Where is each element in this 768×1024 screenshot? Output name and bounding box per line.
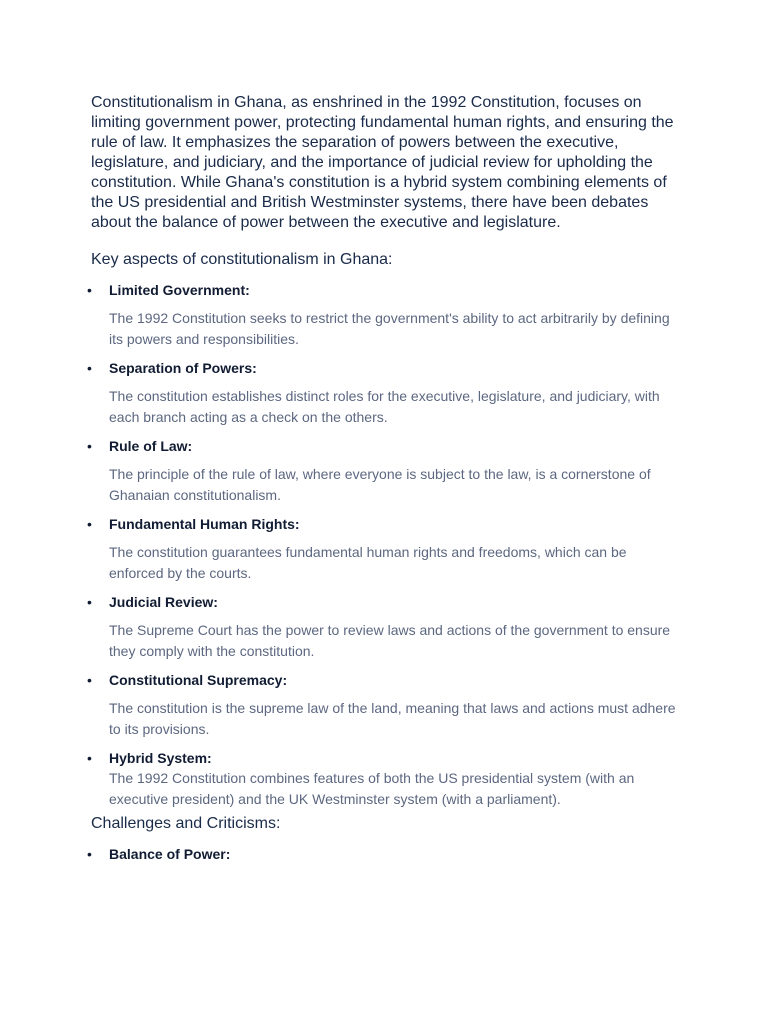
list-item-fundamental-human-rights [87, 515, 681, 584]
bullet-icon: • [87, 438, 92, 454]
item-term: Constitutional Supremacy: [109, 672, 288, 688]
bullet-icon: • [87, 360, 92, 376]
list-item-limited-government [87, 281, 681, 350]
item-term: Judicial Review: [109, 594, 218, 610]
list-item-separation-of-powers [87, 359, 681, 428]
item-term: Separation of Powers: [109, 360, 257, 376]
item-description: The 1992 Constitution seeks to restrict the government's ability to act arbitrarily by defining its powers and responsibilities. [109, 310, 670, 347]
key-aspects-list [87, 281, 681, 810]
item-term: Limited Government: [109, 282, 250, 298]
challenges-heading: Challenges and Criticisms: [91, 815, 281, 832]
bullet-icon: • [87, 672, 92, 688]
item-term: Rule of Law: [109, 438, 193, 454]
item-term: Hybrid System: [109, 750, 212, 766]
item-description: The 1992 Constitution combines features of both the US presidential system (with an executive president) and the UK Westminster system (with a parliament). [109, 770, 635, 807]
document-page [87, 93, 681, 863]
bullet-icon: • [87, 846, 92, 862]
bullet-icon: • [87, 750, 92, 766]
item-description: The constitution guarantees fundamental human rights and freedoms, which can be enforced by the courts. [109, 544, 627, 581]
list-item-balance-of-power [87, 845, 681, 863]
item-description: The Supreme Court has the power to review laws and actions of the government to ensure they comply with the constitution. [109, 622, 671, 659]
item-term: Fundamental Human Rights: [109, 516, 300, 532]
item-description: The constitution is the supreme law of the land, meaning that laws and actions must adhere to its provisions. [109, 700, 676, 737]
key-aspects-heading: Key aspects of constitutionalism in Ghana: [91, 251, 393, 268]
item-term: Balance of Power: [109, 846, 231, 862]
challenges-list [87, 845, 681, 863]
item-description: The constitution establishes distinct roles for the executive, legislature, and judiciary, with each branch acting as a check on the others. [109, 388, 660, 425]
list-item-judicial-review [87, 593, 681, 662]
bullet-icon: • [87, 516, 92, 532]
intro-paragraph: Constitutionalism in Ghana, as enshrined in the 1992 Constitution, focuses on limiting government power, protecting fundamental human rights, and ensuring the rule of law. It emphasizes the separation of powers between the executive, legislature, and judiciary, and the importance of judicial review for upholding the constitution. While Ghana's constitution is a hybrid system combining elements of the US presidential and British Westminster systems, there have been debates about the balance of power between the executive and legislature. [91, 94, 674, 231]
item-description: The principle of the rule of law, where everyone is subject to the law, is a cornerstone of Ghanaian constitutionalism. [109, 466, 651, 503]
list-item-hybrid-system [87, 749, 681, 810]
bullet-icon: • [87, 594, 92, 610]
list-item-constitutional-supremacy [87, 671, 681, 740]
list-item-rule-of-law [87, 437, 681, 506]
bullet-icon: • [87, 282, 92, 298]
